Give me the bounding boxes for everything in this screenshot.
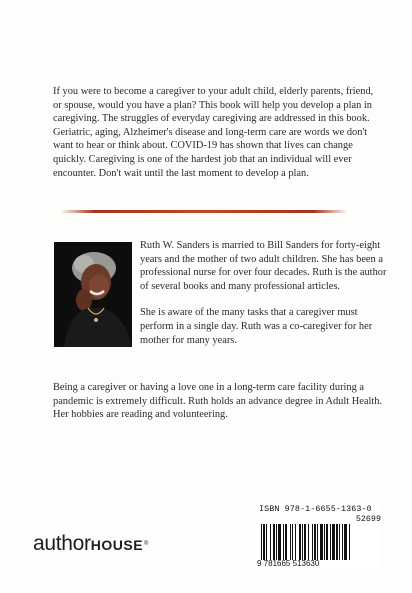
isbn-barcode bbox=[257, 504, 381, 570]
author-photo bbox=[54, 242, 132, 347]
ean-digits: 9 781665 513630 bbox=[257, 559, 320, 568]
author-bio-paragraph: Being a caregiver or having a love one in a long-term care facility during a pandemic is extremely difficult. Ruth holds an advance degree in Adult Health. Her hobbies are reading and volunteering. bbox=[53, 382, 383, 421]
isbn-label: ISBN 978-1-6655-1363-0 bbox=[259, 504, 372, 514]
book-blurb: If you were to become a caregiver to your adult child, elderly parents, friend, or spouse, would you have a plan? This book will help you develop a plan in caregiving. The struggles of everyday caregiving are addressed in this book. Geriatric, aging, Alzheimer's disease and long-term care are words we don't want to hear or think about. COVID-19 has shown that lives can change quickly. Caregiving is one of the hardest job that an individual will ever encounter. Don't wait until the last moment to develop a plan. bbox=[53, 86, 374, 179]
decorative-divider bbox=[60, 210, 348, 213]
author-bio-paragraph: She is aware of the many tasks that a caregiver must perform in a single day. Ruth was a co-caregiver for her mother for many years. bbox=[140, 307, 373, 346]
publisher-logo: authorHOUSE® bbox=[33, 532, 149, 555]
barcode-bars bbox=[261, 524, 379, 560]
author-bio bbox=[140, 239, 388, 360]
price-code: 52699 bbox=[355, 514, 381, 524]
author-bio-paragraph: Ruth W. Sanders is married to Bill Sanders for forty-eight years and the mother of two adult children. She has been a professional nurse for over four decades. Ruth is the author of several books and many professional articles. bbox=[140, 240, 387, 292]
